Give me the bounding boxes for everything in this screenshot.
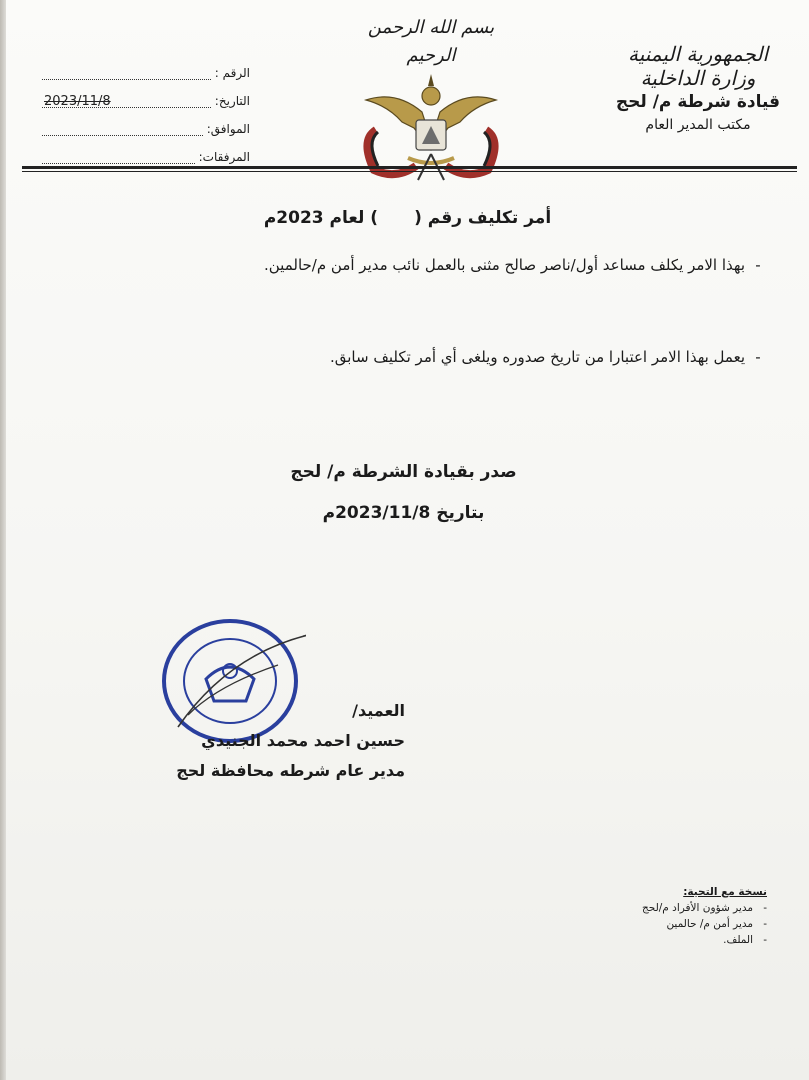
letterhead-right [603, 42, 793, 136]
attachments-field [42, 136, 250, 164]
ministry-name: وزارة الداخلية [640, 66, 756, 90]
copy-item: - مدير شؤون الأفراد م/لحج [642, 902, 767, 914]
document-page [6, 0, 809, 1080]
copy-item-text: الملف. [723, 934, 753, 946]
bullet-dash: - [755, 348, 761, 366]
signatory-position: مدير عام شرطه محافظة لحج [176, 761, 405, 780]
issued-line-1: صدر بقيادة الشرطة م/ لحج [290, 462, 517, 482]
paragraph-2 [41, 342, 771, 372]
header-divider-thin [22, 171, 797, 172]
order-title [6, 208, 809, 228]
paragraph-2-text: يعمل بهذا الامر اعتبارا من تاريخ صدوره ويلغى أي أمر تكليف سابق. [329, 348, 745, 366]
number-line [42, 69, 211, 80]
signatory-name: حسين احمد محمد الجنيدي [201, 731, 405, 750]
basmala: بسم الله الرحمن الرحيم [367, 17, 495, 66]
date-value: 2023/11/8 [44, 94, 111, 109]
title-suffix: ) لعام 2023م [263, 208, 379, 228]
command-name: قيادة شرطة م/ لحج [615, 92, 781, 112]
copy-item-text: مدير أمن م/ حالمين [666, 918, 753, 930]
date-label: التاريخ: [214, 94, 250, 108]
copies-heading: نسخة مع التحية: [683, 886, 767, 898]
attachments-label: المرفقات: [198, 150, 250, 164]
header-divider [22, 166, 797, 169]
title-prefix: أمر تكليف رقم ( [414, 208, 552, 228]
paragraph-1 [41, 250, 771, 280]
number-label: الرقم : [214, 66, 250, 80]
approval-label: الموافق: [206, 122, 250, 136]
signatory-rank: العميد/ [352, 701, 405, 720]
copy-item: - مدير أمن م/ حالمين [666, 918, 767, 930]
signature-block [75, 696, 405, 786]
bullet-dash: - [755, 256, 761, 274]
approval-line [42, 125, 203, 136]
number-field [42, 52, 250, 80]
date-line [42, 94, 211, 109]
approval-field [42, 108, 250, 136]
copy-item: - الملف. [723, 934, 767, 946]
date-field [42, 80, 250, 108]
paragraph-1-text: بهذا الامر يكلف مساعد أول/ناصر صالح مثنى بالعمل نائب مدير أمن م/حالمين. [264, 256, 745, 274]
republic-name: الجمهورية اليمنية [627, 42, 769, 66]
attachments-line [42, 153, 195, 164]
copy-item-text: مدير شؤون الأفراد م/لحج [642, 902, 753, 914]
issued-line-2: بتاريخ 2023/11/8م [322, 503, 485, 523]
reference-fields [42, 52, 250, 164]
office-name: مكتب المدير العام [645, 117, 751, 133]
emblem-block [351, 14, 511, 164]
copies-list [547, 884, 767, 948]
